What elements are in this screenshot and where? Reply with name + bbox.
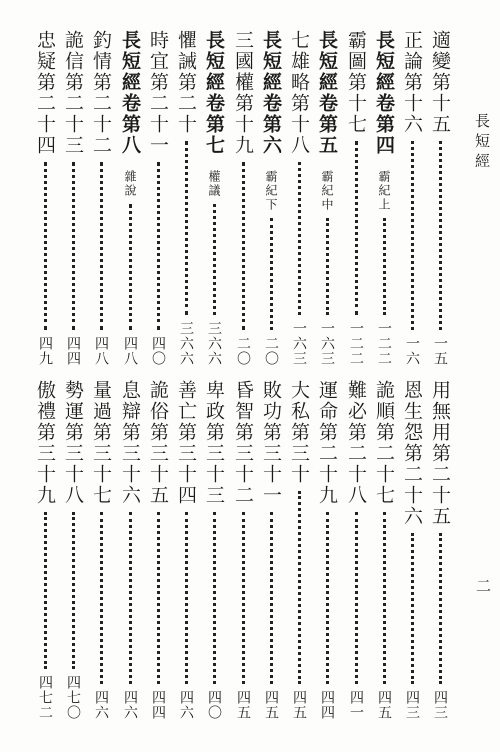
toc-page-number: 二〇 xyxy=(263,336,279,366)
toc-page-number: 四四 xyxy=(319,690,335,720)
toc-title: 恩生怨第二十六 xyxy=(401,380,423,527)
dot-leader xyxy=(439,533,442,684)
toc-title: 善亡第三十四 xyxy=(175,380,197,506)
toc-entry xyxy=(371,30,397,366)
toc-entry xyxy=(60,380,86,720)
dot-leader xyxy=(411,533,414,684)
toc-entry xyxy=(343,30,369,366)
toc-entry xyxy=(145,30,171,366)
toc-entry xyxy=(314,380,340,720)
dot-leader xyxy=(383,218,386,315)
toc-page-number: 四〇 xyxy=(206,690,222,720)
toc-page-number: 一六 xyxy=(404,336,420,366)
toc-entry xyxy=(399,380,425,720)
toc-title: 運命第二十九 xyxy=(316,380,338,506)
toc-page-number: 四七〇 xyxy=(65,675,81,720)
toc-page-number: 四六 xyxy=(122,690,138,720)
toc-page-number: 四五 xyxy=(376,690,392,720)
dot-leader xyxy=(355,512,358,684)
dot-leader xyxy=(270,512,273,684)
toc-entry xyxy=(258,380,284,720)
dot-leader xyxy=(185,141,188,315)
toc-title: 詭俗第三十五 xyxy=(147,380,169,506)
dot-leader xyxy=(72,512,75,669)
toc-title: 量過第三十七 xyxy=(90,380,112,506)
toc-page-number: 四一 xyxy=(348,690,364,720)
toc-page-number: 一六三 xyxy=(319,321,335,366)
toc-title: 勢運第三十八 xyxy=(62,380,84,506)
toc-page-number: 四五 xyxy=(263,690,279,720)
toc-title: 長短經卷第五 xyxy=(316,30,338,156)
toc-entry xyxy=(230,30,256,366)
toc-entry xyxy=(343,380,369,720)
toc-title: 用無用第二十五 xyxy=(429,380,451,527)
toc-note: 霸紀上 xyxy=(377,170,391,212)
toc-title: 長短經卷第八 xyxy=(119,30,141,156)
toc-title: 昏智第三十二 xyxy=(232,380,254,506)
toc-title: 詭信第二十三 xyxy=(62,30,84,156)
toc-title: 大私第三十 xyxy=(288,380,310,485)
toc-entry xyxy=(427,30,453,366)
toc-page-number: 四〇 xyxy=(150,336,166,366)
toc-entry xyxy=(230,380,256,720)
toc-entry xyxy=(60,30,86,366)
toc-page-number: 四八 xyxy=(122,336,138,366)
toc-entry xyxy=(201,30,227,366)
toc-entry xyxy=(88,380,114,720)
toc-entry xyxy=(427,380,453,720)
dot-leader xyxy=(298,162,301,315)
dot-leader xyxy=(100,512,103,684)
dot-leader xyxy=(242,512,245,684)
toc-title: 詭順第二十七 xyxy=(373,380,395,506)
toc-entry xyxy=(286,30,312,366)
toc-entry xyxy=(173,30,199,366)
toc-title: 傲禮第三十九 xyxy=(34,380,56,506)
toc-page-number: 二〇 xyxy=(235,336,251,366)
dot-leader xyxy=(44,162,47,330)
toc-page-number: 四三 xyxy=(432,690,448,720)
dot-leader xyxy=(242,162,245,330)
dot-leader xyxy=(72,162,75,330)
toc-title: 懼誡第二十 xyxy=(175,30,197,135)
toc-page-number: 三六六 xyxy=(178,321,194,366)
toc-title: 霸圖第十七 xyxy=(345,30,367,135)
toc-entry xyxy=(371,380,397,720)
running-header: 長短經 xyxy=(473,113,491,173)
dot-leader xyxy=(44,512,47,669)
toc-note: 權議 xyxy=(207,170,221,198)
dot-leader xyxy=(157,162,160,330)
toc-title: 忠疑第二十四 xyxy=(34,30,56,156)
toc-page-number: 四四 xyxy=(65,336,81,366)
toc-entry xyxy=(399,30,425,366)
toc-entry xyxy=(173,380,199,720)
toc-page-number: 一六三 xyxy=(291,321,307,366)
toc-note: 霸紀下 xyxy=(264,170,278,212)
toc-entry xyxy=(314,30,340,366)
toc-page-number: 四六 xyxy=(93,690,109,720)
toc-entry xyxy=(117,380,143,720)
toc-page-number: 四五 xyxy=(235,690,251,720)
dot-leader xyxy=(411,141,414,330)
dot-leader xyxy=(157,512,160,684)
dot-leader xyxy=(439,141,442,330)
dot-leader xyxy=(326,512,329,684)
toc-title: 適變第十五 xyxy=(429,30,451,135)
toc-title: 長短經卷第七 xyxy=(203,30,225,156)
toc-entry xyxy=(32,380,58,720)
toc-title: 敗功第三十一 xyxy=(260,380,282,506)
toc-title: 七雄略第十八 xyxy=(288,30,310,156)
toc-entry xyxy=(88,30,114,366)
toc-page-number: 一二二 xyxy=(376,321,392,366)
toc-entry xyxy=(117,30,143,366)
dot-leader xyxy=(129,512,132,684)
toc-page-number: 四七二 xyxy=(37,675,53,720)
toc-page-number: 四四 xyxy=(150,690,166,720)
toc-title: 正論第十六 xyxy=(401,30,423,135)
dot-leader xyxy=(129,204,132,330)
toc-entry xyxy=(286,380,312,720)
toc-title: 長短經卷第四 xyxy=(373,30,395,156)
dot-leader xyxy=(100,162,103,330)
toc-title: 釣情第二十二 xyxy=(90,30,112,156)
toc-page-number: 三六六 xyxy=(206,321,222,366)
toc-entry xyxy=(201,380,227,720)
toc-entry xyxy=(258,30,284,366)
toc-title: 難必第二十八 xyxy=(345,380,367,506)
dot-leader xyxy=(213,512,216,684)
dot-leader xyxy=(355,141,358,315)
toc-note: 雜說 xyxy=(123,170,137,198)
toc-note: 霸紀中 xyxy=(320,170,334,212)
toc-title: 長短經卷第六 xyxy=(260,30,282,156)
dot-leader xyxy=(383,512,386,684)
toc-title: 時宜第二十一 xyxy=(147,30,169,156)
dot-leader xyxy=(326,218,329,315)
dot-leader xyxy=(185,512,188,684)
page-number: 二 xyxy=(474,578,492,593)
toc-entry xyxy=(145,380,171,720)
toc-page-number: 四九 xyxy=(37,336,53,366)
toc-page-number: 四三 xyxy=(404,690,420,720)
toc-page-number: 四五 xyxy=(291,690,307,720)
dot-leader xyxy=(213,204,216,315)
toc-page-number: 一五 xyxy=(432,336,448,366)
toc-title: 卑政第三十三 xyxy=(203,380,225,506)
toc-title: 息辯第三十六 xyxy=(119,380,141,506)
dot-leader xyxy=(298,491,301,684)
toc-entry xyxy=(32,30,58,366)
toc-title: 三國權第十九 xyxy=(232,30,254,156)
toc-page-number: 四八 xyxy=(93,336,109,366)
toc-page-number: 一二二 xyxy=(348,321,364,366)
dot-leader xyxy=(270,218,273,330)
toc-page-number: 四六 xyxy=(178,690,194,720)
